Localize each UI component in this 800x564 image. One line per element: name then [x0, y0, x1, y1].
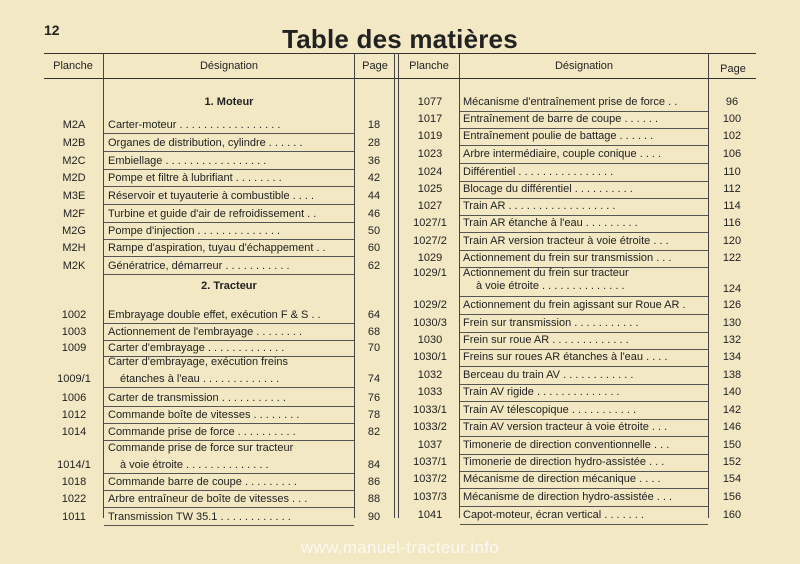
designation-continued: étanches à l'eau . . . . . . . . . . . . . [120, 373, 280, 385]
row-rule [460, 215, 708, 216]
planche-code: 1024 [417, 166, 443, 178]
header-planche-right: Planche [409, 60, 449, 72]
header-bottom-rule [44, 78, 756, 79]
planche-code: 1022 [61, 493, 87, 505]
designation: Commande prise de force . . . . . . . . . . [108, 426, 296, 438]
planche-code: 1030/3 [413, 317, 447, 329]
row-rule [460, 436, 708, 437]
designation: Mécanisme de direction hydro-assistée . . . [463, 491, 673, 503]
page-ref: 138 [722, 369, 742, 381]
designation: Turbine et guide d'air de refroidissement . . [108, 208, 317, 220]
designation: Embrayage double effet, exécution F & S . . [108, 309, 321, 321]
header-top-rule [44, 53, 756, 54]
planche-code: 1041 [417, 509, 443, 521]
row-rule [460, 454, 708, 455]
planche-code: 1009 [61, 342, 87, 354]
planche-code: 1019 [417, 130, 443, 142]
designation: Commande boîte de vitesses . . . . . . . . [108, 409, 300, 421]
planche-code: 1032 [417, 369, 443, 381]
row-rule [460, 349, 708, 350]
row-rule [104, 204, 354, 205]
page-ref: 100 [722, 113, 742, 125]
page-ref: 106 [722, 148, 742, 160]
page-ref: 140 [722, 386, 742, 398]
page-ref: 76 [367, 392, 381, 404]
planche-code: 1029 [417, 252, 443, 264]
header-planche-left: Planche [53, 60, 93, 72]
planche-code: 1003 [61, 326, 87, 338]
row-rule [104, 169, 354, 170]
designation: Berceau du train AV . . . . . . . . . . . . [463, 369, 634, 381]
designation: Blocage du différentiel . . . . . . . . . . [463, 183, 633, 195]
planche-code: M2G [62, 225, 86, 237]
planche-code: M2B [62, 137, 86, 149]
page-ref: 114 [723, 200, 741, 212]
page-ref: 152 [722, 456, 742, 468]
page-number: 12 [44, 22, 60, 38]
page-ref: 96 [725, 96, 739, 108]
page-ref: 122 [722, 252, 742, 264]
page-ref: 88 [367, 493, 381, 505]
header-page-left: Page [362, 60, 388, 72]
page-ref: 50 [367, 225, 381, 237]
planche-code: 1033 [417, 386, 443, 398]
header-page-right: Page [720, 63, 746, 75]
designation: Embiellage . . . . . . . . . . . . . . . . . [108, 155, 267, 167]
designation: Mécanisme d'entraînement prise de force . . [463, 96, 678, 108]
table-center-divider [394, 53, 399, 518]
designation: Organes de distribution, cylindre . . . . . . [108, 137, 303, 149]
section-title: 1. Moteur [204, 96, 254, 108]
page-ref: 126 [722, 299, 742, 311]
page-ref: 146 [722, 421, 742, 433]
designation: Train AV version tracteur à voie étroite . . . [463, 421, 668, 433]
planche-code: 1014 [61, 426, 87, 438]
page-ref: 90 [367, 511, 381, 523]
row-rule [104, 274, 354, 275]
row-rule [104, 256, 354, 257]
page-ref: 70 [367, 342, 381, 354]
planche-code: 1037/3 [413, 491, 447, 503]
designation: Actionnement de l'embrayage . . . . . . . . [108, 326, 303, 338]
planche-code: 1077 [417, 96, 443, 108]
planche-code: 1037/2 [413, 473, 447, 485]
header-designation-left: Désignation [199, 60, 259, 72]
page-ref: 28 [367, 137, 381, 149]
designation: Différentiel . . . . . . . . . . . . . . . . [463, 166, 614, 178]
planche-code: M2A [62, 119, 86, 131]
planche-code: 1002 [61, 309, 87, 321]
row-rule [460, 524, 708, 525]
row-rule [104, 239, 354, 240]
designation: Freins sur roues AR étanches à l'eau . . . . [463, 351, 668, 363]
page-ref: 36 [367, 155, 381, 167]
row-rule [460, 366, 708, 367]
planche-code: M2H [62, 242, 86, 254]
designation: Transmission TW 35.1 . . . . . . . . . . . . [108, 511, 291, 523]
designation: Carter d'embrayage, exécution freins [108, 356, 289, 368]
row-rule [104, 440, 354, 441]
planche-code: M2F [63, 208, 85, 220]
page-ref: 64 [367, 309, 381, 321]
row-rule [460, 145, 708, 146]
row-rule [460, 419, 708, 420]
designation: Génératrice, démarreur . . . . . . . . . . . [108, 260, 290, 272]
designation: Frein sur roue AR . . . . . . . . . . . . . [463, 334, 629, 346]
page-ref: 102 [722, 130, 742, 142]
row-rule [460, 181, 708, 182]
row-rule [460, 250, 708, 251]
page-ref: 130 [722, 317, 742, 329]
designation: Mécanisme de direction mécanique . . . . [463, 473, 661, 485]
page-ref: 78 [367, 409, 381, 421]
designation: Train AV télescopique . . . . . . . . . . . [463, 404, 637, 416]
designation: Réservoir et tuyauterie à combustible . . . . [108, 190, 315, 202]
row-rule [460, 384, 708, 385]
page-ref: 46 [367, 208, 381, 220]
section-title: 2. Tracteur [201, 280, 257, 292]
row-rule [104, 525, 354, 526]
designation: Actionnement du frein sur tracteur [463, 267, 629, 279]
row-rule [104, 490, 354, 491]
planche-code: 1033/2 [413, 421, 447, 433]
page-ref: 156 [722, 491, 742, 503]
page-ref: 112 [723, 183, 741, 195]
planche-code: 1027 [417, 200, 443, 212]
row-rule [460, 471, 708, 472]
designation: Actionnement du frein sur transmission . . . [463, 252, 672, 264]
row-rule [460, 128, 708, 129]
planche-code: 1033/1 [413, 404, 447, 416]
planche-code: 1017 [417, 113, 443, 125]
page-ref: 150 [722, 439, 742, 451]
planche-code: 1029/2 [413, 299, 447, 311]
row-rule [104, 133, 354, 134]
planche-code: M2K [62, 260, 86, 272]
row-rule [104, 507, 354, 508]
designation: Carter de transmission . . . . . . . . . . . [108, 392, 286, 404]
row-rule [460, 332, 708, 333]
designation: Capot-moteur, écran vertical . . . . . . . [463, 509, 644, 521]
page-ref: 86 [367, 476, 381, 488]
row-rule [460, 163, 708, 164]
planche-code: 1018 [61, 476, 87, 488]
page-ref: 132 [722, 334, 742, 346]
page-ref: 124 [722, 283, 742, 295]
page-ref: 68 [367, 326, 381, 338]
planche-code: 1027/2 [413, 235, 447, 247]
planche-code: 1037/1 [413, 456, 447, 468]
planche-code: M2D [62, 172, 86, 184]
planche-code: 1011 [62, 511, 86, 523]
planche-code: 1012 [61, 409, 87, 421]
page-ref: 82 [367, 426, 381, 438]
row-rule [460, 488, 708, 489]
designation: Frein sur transmission . . . . . . . . . . . [463, 317, 639, 329]
row-rule [460, 314, 708, 315]
column-divider [354, 53, 355, 518]
page-ref: 134 [722, 351, 742, 363]
planche-code: 1025 [417, 183, 443, 195]
page-ref: 60 [367, 242, 381, 254]
row-rule [104, 151, 354, 152]
planche-code: M3E [62, 190, 86, 202]
row-rule [460, 401, 708, 402]
row-rule [460, 111, 708, 112]
page-ref: 18 [367, 119, 381, 131]
designation: Commande barre de coupe . . . . . . . . . [108, 476, 297, 488]
designation-continued: à voie étroite . . . . . . . . . . . . . . [120, 459, 269, 471]
page-ref: 154 [722, 473, 742, 485]
designation: Entraînement de barre de coupe . . . . . . [463, 113, 659, 125]
page-ref: 142 [722, 404, 742, 416]
designation: Timonerie de direction conventionnelle . . . [463, 439, 670, 451]
page-ref: 62 [367, 260, 381, 272]
header-designation-right: Désignation [554, 60, 614, 72]
row-rule [104, 406, 354, 407]
planche-code: 1029/1 [413, 267, 447, 279]
page-ref: 110 [723, 166, 741, 178]
row-rule [104, 387, 354, 388]
designation: Arbre intermédiaire, couple conique . . . . [463, 148, 662, 160]
designation: Carter d'embrayage . . . . . . . . . . . . . [108, 342, 285, 354]
row-rule [460, 506, 708, 507]
page-ref: 160 [722, 509, 742, 521]
designation: Carter-moteur . . . . . . . . . . . . . . . . . [108, 119, 281, 131]
page-ref: 120 [722, 235, 742, 247]
designation: Rampe d'aspiration, tuyau d'échappement . . [108, 242, 326, 254]
designation: Train AV rigide . . . . . . . . . . . . . . [463, 386, 620, 398]
designation: Train AR étanche à l'eau . . . . . . . . . [463, 217, 638, 229]
row-rule [104, 340, 354, 341]
row-rule [104, 473, 354, 474]
designation: Timonerie de direction hydro-assistée . . . [463, 456, 665, 468]
row-rule [460, 198, 708, 199]
planche-code: 1030/1 [413, 351, 447, 363]
designation-continued: à voie étroite . . . . . . . . . . . . . . [476, 280, 625, 292]
page-title: Table des matières [282, 24, 518, 54]
row-rule [104, 423, 354, 424]
designation: Train AR version tracteur à voie étroite . . . [463, 235, 669, 247]
row-rule [460, 296, 708, 297]
planche-code: 1027/1 [413, 217, 447, 229]
designation: Pompe et filtre à lubrifiant . . . . . . . . [108, 172, 282, 184]
row-rule [104, 323, 354, 324]
page-ref: 74 [367, 373, 381, 385]
planche-code: 1023 [417, 148, 443, 160]
page-ref: 84 [367, 459, 381, 471]
designation: Entraînement poulie de battage . . . . . . [463, 130, 654, 142]
row-rule [460, 232, 708, 233]
designation: Actionnement du frein agissant sur Roue AR . [463, 299, 686, 311]
designation: Arbre entraîneur de boîte de vitesses . . . [108, 493, 308, 505]
planche-code: M2C [62, 155, 86, 167]
page-ref: 116 [723, 217, 741, 229]
planche-code: 1030 [417, 334, 443, 346]
page-ref: 42 [367, 172, 381, 184]
planche-code: 1014/1 [57, 459, 91, 471]
column-divider [708, 53, 709, 518]
designation: Pompe d'injection . . . . . . . . . . . . . . [108, 225, 281, 237]
planche-code: 1037 [417, 439, 443, 451]
planche-code: 1009/1 [57, 373, 91, 385]
row-rule [104, 222, 354, 223]
page-ref: 44 [367, 190, 381, 202]
row-rule [104, 186, 354, 187]
designation: Commande prise de force sur tracteur [108, 442, 294, 454]
planche-code: 1006 [61, 392, 87, 404]
watermark: www.manuel-tracteur.info [300, 538, 500, 557]
designation: Train AR . . . . . . . . . . . . . . . . . . [463, 200, 616, 212]
